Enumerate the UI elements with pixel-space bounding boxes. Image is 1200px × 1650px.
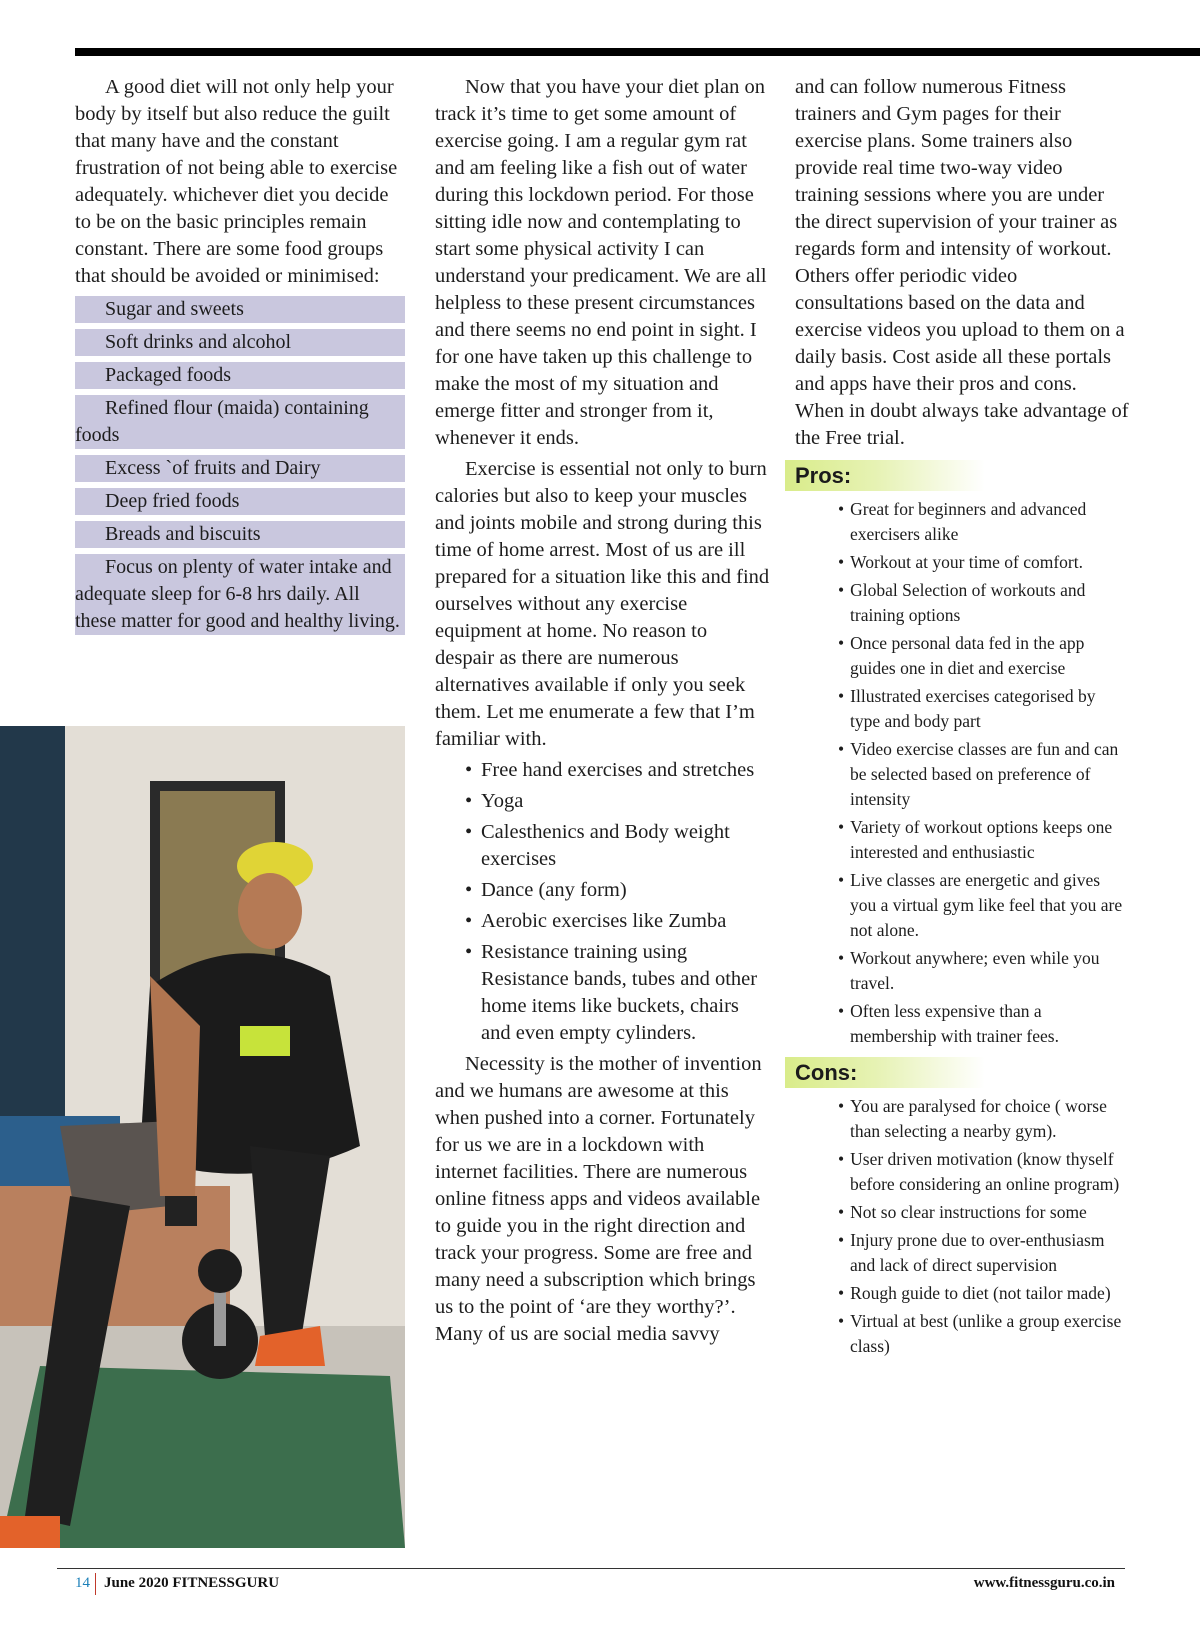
website-link[interactable]: www.fitnessguru.co.in [973, 1575, 1115, 1591]
list-item: • Workout at your time of comfort. [830, 550, 1130, 575]
paragraph: and can follow numerous Fitness trainers and Gym pages for their exercise plans. Some trainers also provide real time two-way video training sessions where you are under the direct supervision of your trainer as regards form and intensity of workout. Others offer periodic video consultations based on the data and exercise videos you upload to them on a daily basis. Cost aside all these portals and apps have their pros and cons. When in doubt always take advantage of the Free trial. [795, 76, 1129, 449]
list-item: • Workout anywhere; even while you travel. [830, 946, 1130, 996]
column-2 [435, 74, 770, 1352]
avoid-item: Deep fried foods [75, 488, 405, 515]
list-item: • Once personal data fed in the app guides one in diet and exercise [830, 631, 1130, 681]
footer-separator [95, 1573, 96, 1595]
exercise-list [435, 757, 770, 1047]
avoid-item: Soft drinks and alcohol [75, 329, 405, 356]
list-item: • Rough guide to diet (not tailor made) [830, 1281, 1130, 1306]
list-item: • Global Selection of workouts and training options [830, 578, 1130, 628]
list-item: • Great for beginners and advanced exercisers alike [830, 497, 1130, 547]
list-item: • Not so clear instructions for some [830, 1200, 1130, 1225]
focus-note: Focus on plenty of water intake and adequate sleep for 6-8 hrs daily. All these matter for good and healthy living. [75, 554, 405, 635]
list-item: • Aerobic exercises like Zumba [465, 908, 770, 935]
paragraph: Exercise is essential not only to burn calories but also to keep your muscles and joints mobile and strong during this time of home arrest. Most of us are ill prepared for a situation like this and find ourselves without any exercise equipment at home. No reason to despair as there are numerous alternatives available if only you seek them. Let me enumerate a few that I’m familiar with. [435, 458, 770, 750]
issue-label: June 2020 FITNESSGURU [104, 1575, 280, 1591]
cons-list [795, 1094, 1130, 1359]
cons-heading: Cons: [785, 1057, 985, 1088]
pros-heading: Pros: [785, 460, 985, 491]
paragraph: Necessity is the mother of invention and we humans are awesome at this when pushed into a corner. Fortunately for us we are in a lockdown with internet facilities. There are numerous online fitness apps and videos available to guide you in the right direction and track your progress. Some are free and many need a subscription which brings us to the point of ‘are they worthy?’. Many of us are social media savvy [435, 1053, 762, 1345]
page-number: 14 [75, 1575, 90, 1591]
list-item: • Video exercise classes are fun and can be selected based on preference of intensity [830, 737, 1130, 812]
list-item: • You are paralysed for choice ( worse than selecting a nearby gym). [830, 1094, 1130, 1144]
top-rule [75, 48, 1200, 56]
list-item: • Illustrated exercises categorised by type and body part [830, 684, 1130, 734]
list-item: • Calesthenics and Body weight exercises [465, 819, 770, 873]
column-3 [795, 74, 1130, 1362]
list-item: • Resistance training using Resistance bands, tubes and other home items like buckets, chairs and even empty cylinders. [465, 939, 770, 1047]
pros-list [795, 497, 1130, 1049]
list-item: • User driven motivation (know thyself before considering an online program) [830, 1147, 1130, 1197]
list-item: • Variety of workout options keeps one interested and enthusiastic [830, 815, 1130, 865]
avoid-item: Sugar and sweets [75, 296, 405, 323]
paragraph: Now that you have your diet plan on track it’s time to get some amount of exercise going. I am a regular gym rat and am feeling like a fish out of water during this lockdown period. For those sitting idle now and contemplating to start some physical activity I can understand your predicament. We are all helpless to these present circumstances and there seems no end point in sight. I for one have taken up this challenge to make the most of my situation and emerge fitter and stronger from it, whenever it ends. [435, 76, 767, 449]
list-item: • Virtual at best (unlike a group exercise class) [830, 1309, 1130, 1359]
avoid-item: Packaged foods [75, 362, 405, 389]
list-item: • Injury prone due to over-enthusiasm and lack of direct supervision [830, 1228, 1130, 1278]
list-item: • Yoga [465, 788, 770, 815]
avoid-item: Excess `of fruits and Dairy [75, 455, 405, 482]
avoid-item: Refined flour (maida) containing foods [75, 395, 405, 449]
list-item: • Free hand exercises and stretches [465, 757, 770, 784]
list-item: • Often less expensive than a membership with trainer fees. [830, 999, 1130, 1049]
intro-paragraph: A good diet will not only help your body by itself but also reduce the guilt that many have and the constant frustration of not being able to exercise adequately. whichever diet you decide to be on the basic principles remain constant. There are some food groups that should be avoided or minimised: [75, 76, 398, 287]
column-1 [75, 74, 405, 635]
workout-photo [0, 726, 405, 1548]
footer-rule [57, 1568, 1125, 1569]
list-item: • Dance (any form) [465, 877, 770, 904]
list-item: • Live classes are energetic and gives you a virtual gym like feel that you are not alone. [830, 868, 1130, 943]
avoid-item: Breads and biscuits [75, 521, 405, 548]
